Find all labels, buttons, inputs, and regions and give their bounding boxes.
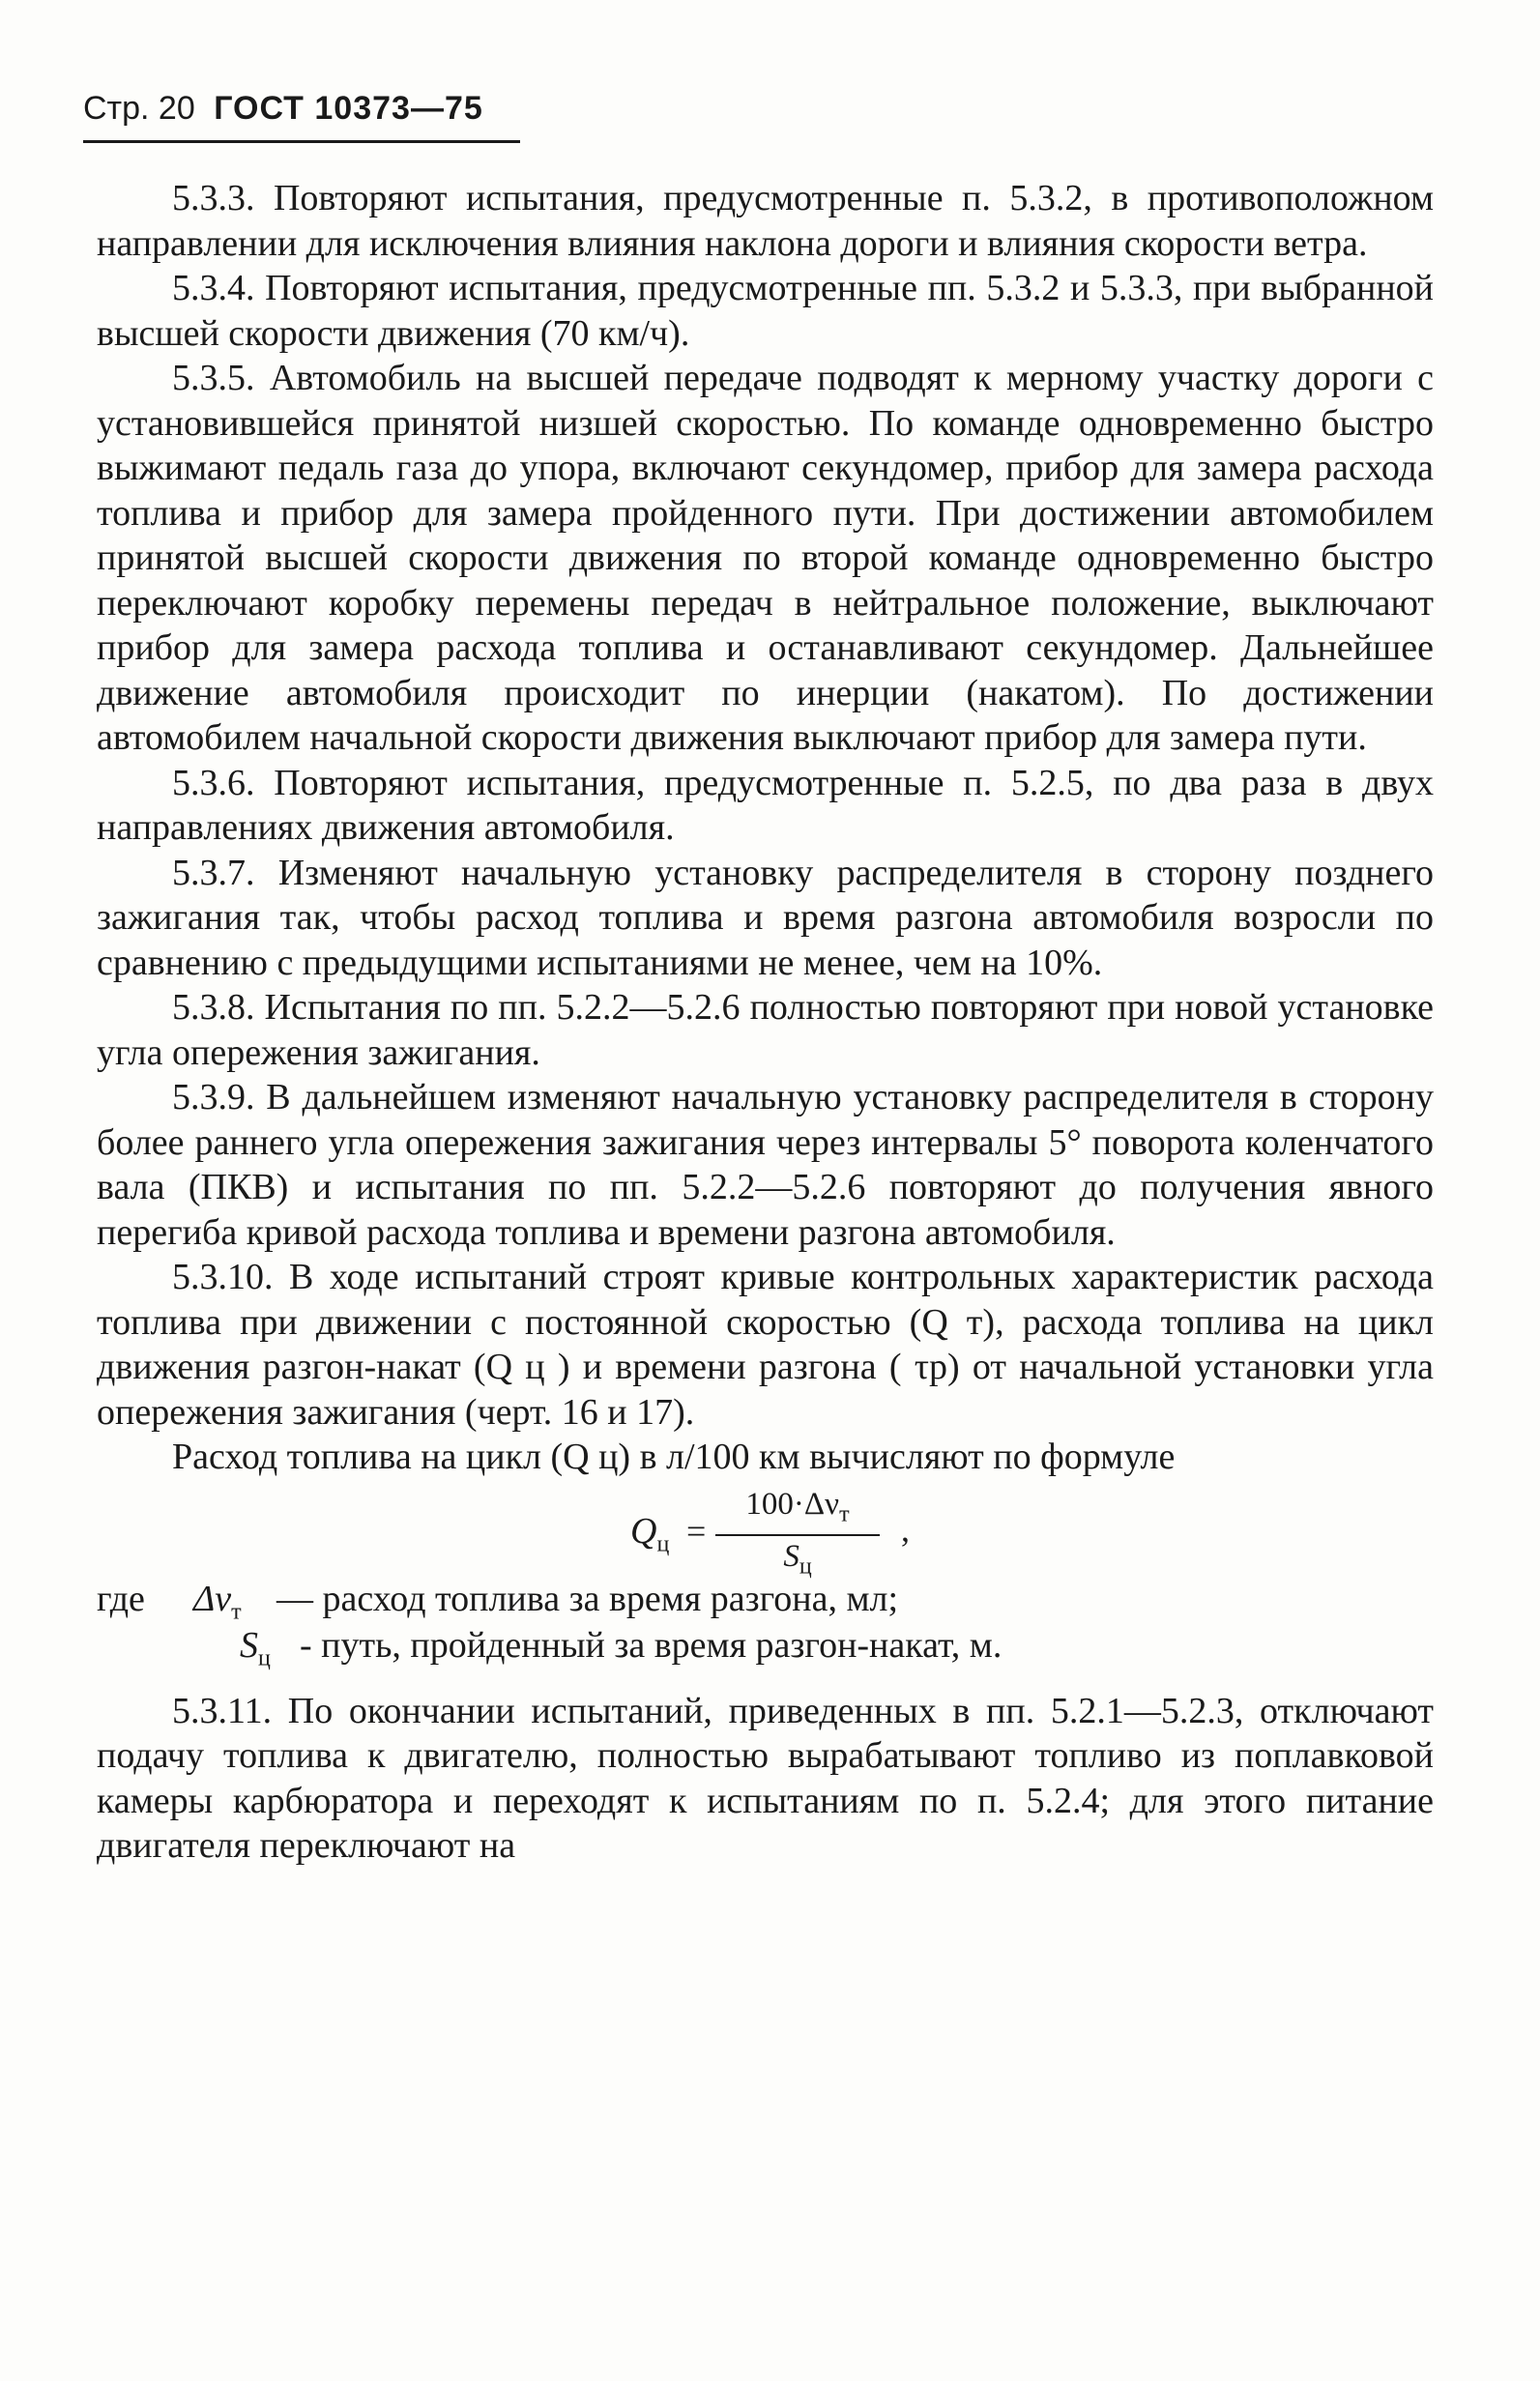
fuel-consumption-formula bbox=[97, 1486, 1434, 1580]
definition-symbol-text: S bbox=[240, 1624, 258, 1666]
page-header bbox=[83, 89, 483, 128]
definition-symbol-text: Δν bbox=[193, 1578, 232, 1619]
definition-symbol-delta-v bbox=[193, 1577, 242, 1635]
where-label: где bbox=[97, 1578, 145, 1619]
paragraph-5-3-6: 5.3.6. Повторяют испытания, предусмотренные п. 5.2.5, по два раза в двух направлениях движения автомобиля. bbox=[97, 762, 1434, 848]
fraction-bar bbox=[715, 1534, 880, 1536]
formula-numerator bbox=[715, 1486, 880, 1533]
paragraph-5-3-4: 5.3.4. Повторяют испытания, предусмотренные пп. 5.3.2 и 5.3.3, при выбранной высшей скорости движения (70 км/ч). bbox=[97, 268, 1434, 354]
paragraph-5-3-3: 5.3.3. Повторяют испытания, предусмотренные п. 5.3.2, в противоположном направлении для исключения влияния наклона дороги и влияния скорости ветра. bbox=[97, 178, 1434, 264]
page-number: Стр. 20 bbox=[83, 90, 195, 127]
document-code: ГОСТ 10373—75 bbox=[214, 90, 483, 127]
formula-lhs bbox=[630, 1509, 669, 1567]
formula-numerator-text: 100·Δν bbox=[745, 1486, 840, 1522]
formula-denominator-sub: ц bbox=[799, 1553, 812, 1580]
formula-lhs-symbol: Q bbox=[630, 1510, 657, 1552]
symbol-definitions bbox=[97, 1577, 1434, 1670]
formula-equals: = bbox=[686, 1511, 707, 1551]
paragraph-5-3-5: 5.3.5. Автомобиль на высшей передаче подводят к мерному участку дороги с установившейся принятой низшей скоростью. По команде одновременно быстро выжимают педаль газа до упора, включают секундомер, прибор для замера расхода топлива и прибор для замера пройденного пути. При достижении автомобилем принятой высшей скорости движения по второй команде одновременно быстро переключают коробку перемены передач в нейтральное положение, выключают прибор для замера расхода топлива и останавливают секундомер. Дальнейшее движение автомобиля происходит по инерции (накатом). По достижении автомобилем начальной скорости движения выключают прибор для замера пути. bbox=[97, 358, 1434, 758]
paragraph-5-3-10: 5.3.10. В ходе испытаний строят кривые контрольных характеристик расхода топлива при движении с постоянной скоростью (Q т), расхода топлива на цикл движения разгон-накат (Q ц ) и времени разгона ( τр) от начальной установки угла опережения зажигания (черт. 16 и 17). bbox=[97, 1257, 1434, 1433]
document-body bbox=[97, 176, 1434, 1869]
formula-trailing: , bbox=[901, 1509, 910, 1549]
paragraph-5-3-11: 5.3.11. По окончании испытаний, приведенных в пп. 5.2.1—5.2.3, отключают подачу топлива к двигателю, полностью вырабатывают топливо из поплавковой камеры карбюратора и переходят к испытаниям по п. 5.2.4; для этого питание двигателя переключают на bbox=[97, 1690, 1434, 1866]
paragraph-5-3-7: 5.3.7. Изменяют начальную установку распределителя в сторону позднего зажигания так, чтобы расход топлива и время разгона автомобиля возросли по сравнению с предыдущими испытаниями не менее, чем на 10%. bbox=[97, 852, 1434, 983]
formula-numerator-sub: т bbox=[839, 1501, 850, 1527]
formula-fraction bbox=[715, 1486, 880, 1585]
paragraph-5-3-8: 5.3.8. Испытания по пп. 5.2.2—5.2.6 полностью повторяют при новой установке угла опережения зажигания. bbox=[97, 987, 1434, 1073]
formula-intro: Расход топлива на цикл (Q ц) в л/100 км вычисляют по формуле bbox=[172, 1437, 1176, 1477]
definition-symbol-sub: ц bbox=[258, 1645, 271, 1671]
header-rule bbox=[83, 140, 520, 143]
paragraph-5-3-9: 5.3.9. В дальнейшем изменяют начальную установку распределителя в сторону более раннего угла опережения зажигания через интервалы 5° поворота коленчатого вала (ПКВ) и испытания по пп. 5.2.2—5.2.6 повторяют до получения явного перегиба кривой расхода топлива и времени разгона автомобиля. bbox=[97, 1077, 1434, 1253]
definition-symbol-s bbox=[240, 1623, 271, 1681]
definition-text-s: - путь, пройденный за время разгон-накат, м. bbox=[300, 1624, 1002, 1666]
definition-symbol-sub: т bbox=[231, 1599, 242, 1625]
formula-denominator-text: S bbox=[783, 1539, 799, 1575]
definition-text-delta-v: — расход топлива за время разгона, мл; bbox=[276, 1578, 899, 1619]
formula-lhs-sub: ц bbox=[656, 1531, 670, 1557]
